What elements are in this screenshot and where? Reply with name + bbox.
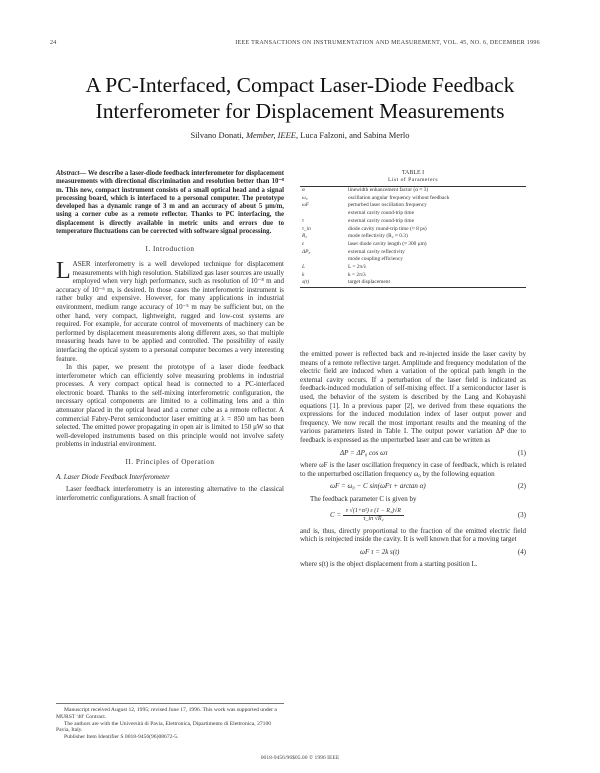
equation-1-body: ΔP = ΔP₀ cos ωτ [340,448,388,457]
intro-paragraph-1-text: ASER interferometry is a well developed technique for displacement measurements with high resolution. Stabilized gas laser sources are usually employed when very high performance, such as resolution of 10⁻⁸ m and accuracy of 10⁻⁶ m, is desired. In those cases the interferometric instrument is rather bulky and expensive. However, for many applications in industrial environment, medium range accuracy of 10⁻⁵ m may be sufficient but, on the other hand, very compact, lightweight, rugged and low-cost systems are required. For example, for accurate control of movements of machinery can be performed by displacement measurements along different axes, so that multiple measuring heads have to be applied and controlled. The possibility of easily interfacing the optical system to a personal computer becomes a very interesting feature. [56,259,284,363]
table-row [300,202,526,210]
author-membership: Member, IEEE, [245,130,299,140]
table-row [300,249,526,257]
table-row [300,272,526,280]
copyright-line: 0018-9456/96$05.00 © 1996 IEEE [260,755,340,761]
right-column [300,350,526,569]
parameter-symbol: α [302,187,305,193]
table-row [300,256,526,264]
parameter-description: mode coupling efficiency [348,256,403,263]
equation-2-number: (2) [517,482,526,491]
right-paragraph-2: where ωF is the laser oscillation frequency in case of feedback, which is related to the unperturbed oscillation frequency ω₀ by the following equation [300,461,526,478]
parameter-symbol: τ [302,217,304,224]
table-body [300,187,526,287]
parameter-description: L = 2π/λ [348,264,367,271]
parameter-symbol: ΔP₀ [302,248,311,255]
table-row [300,241,526,249]
equation-1-number: (1) [517,448,526,457]
section-heading-introduction: I. Introduction [145,245,195,254]
footnote [56,703,284,741]
parameter-description: target displacement [348,279,390,286]
parameter-symbol: ω₀ [302,194,308,201]
parameters-table [300,170,526,288]
parameter-symbol: τ_in [302,225,311,232]
footnote-line: Manuscript received August 12, 1995; revised June 17, 1996. This work was supported under a MURST '40' Contract. [56,707,277,720]
abstract-label: Abstract— [56,170,87,177]
footnote-line: The authors are with the Università di Pavia, Elettronica, Dipartimento di Elettronica, 27100 Pavia, Italy. [56,720,272,734]
running-header [50,40,540,50]
drop-cap: L [56,257,71,284]
left-column [56,170,284,502]
journal-name: IEEE TRANSACTIONS ON INSTRUMENTATION AND MEASUREMENT, VOL. 45, NO. 6, DECEMBER 1996 [235,40,540,46]
parameter-symbol [300,210,346,218]
table-row [300,264,526,272]
right-paragraph-1: the emitted power is reflected back and re-injected inside the laser cavity by means of a remote reflective target. Amplitude and frequency modulation of the electric field are induced when a variation of the optical path length in the external cavity occurs. If a perturbation of the laser field is indicated as feedback-induced modulation of self-mixing effect. If a semiconductor laser is used, the behavior of the system is described by the Lang and Kobayashi equations [1]. In a previous paper [2], we derived from these equations the expressions for the induced modulation index of laser output power and frequency. We now recall the most important results and the meaning of the various parameters listed in Table I. The output power variation ΔP due to feedback is expressed as the unperturbed laser and can be written as [300,350,526,444]
equation-3-fraction [343,508,404,523]
table-title: TABLE I [401,170,425,176]
parameter-description: laser diode cavity length (≈ 300 μm) [348,240,427,247]
parameter-symbol [300,256,346,264]
parameter-symbol: s(t) [302,279,310,286]
parameter-symbol: L [302,264,305,271]
author-line [40,130,560,140]
equation-3-denominator: τ_in √R₂ [363,515,384,522]
parameter-symbol: k [302,271,305,278]
table-rule-bottom [300,287,526,288]
equation-3 [300,508,526,523]
subsection-heading: A. Laser Diode Feedback Interferometer [56,472,170,481]
abstract-text: We describe a laser-diode feedback interferometer for displacement measurements with directional discrimination and resolution better than 10⁻⁸ m. This new, compact instrument consists of a small optical head and a signal processing board, which is interfaced to a personal computer. The prototype developed has a dynamic range of 3 m and an accuracy of about 5 μm/m, using a corner cube as a remote reflector. Thanks to PC interfacing, the displacement is directly available in metric units and errors due to temperature fluctuations can be corrected with software signal processing. [56,170,284,236]
parameter-description: diode cavity round-trip time (≈ 8 ps) [348,225,427,232]
right-paragraph-5: where s(t) is the object displacement from a starting position L. [300,560,478,569]
parameter-symbol: R₂ [302,233,308,240]
parameter-description: oscillation angular frequency without feedback [348,194,450,201]
equation-4 [300,548,526,557]
equation-4-body: ωF τ = 2k s(t) [360,547,400,556]
table-row [300,233,526,241]
equation-3-numerator: τ √(1+α²) ε (1 − R₂)√R [343,508,404,516]
parameter-description: k = 2π/λ [348,271,366,278]
equation-4-number: (4) [517,547,526,556]
principles-paragraph-1: Laser feedback interferometry is an interesting alternative to the classical interferometric configurations. A small fraction of [56,485,284,502]
section-heading-principles: II. Principles of Operation [125,458,215,467]
author-first: Silvano Donati, [190,130,244,140]
table-row [300,187,526,195]
table-caption: List of Parameters [387,177,438,183]
paper-title: A PC-Interfaced, Compact Laser-Diode Feedback Interferometer for Displacement Measurements [85,73,515,123]
table-row [300,226,526,234]
parameter-description: external cavity round-trip time [348,217,415,224]
equation-2 [300,482,526,491]
intro-paragraph-1 [56,257,284,363]
parameter-description: mode reflectivity (R₂ ≈ 0.3) [348,233,408,240]
table-row [300,218,526,226]
equation-2-body: ωF = ω₀ − C sin(ωFτ + arctan α) [330,482,426,491]
equation-3-body [330,508,404,523]
equation-1 [300,449,526,458]
parameter-description: perturbed laser oscillation frequency [348,202,427,209]
parameter-description: external cavity reflectivity [348,248,405,255]
right-paragraph-3: The feedback parameter C is given by [310,494,417,503]
equation-3-lhs: C = [330,510,342,519]
parameter-description: external cavity round-trip time [348,210,415,217]
footnote-line: Publisher Item Identifier S 0018-9456(96)08672-5. [64,734,179,741]
intro-paragraph-2: In this paper, we present the prototype of a laser diode feedback interferometer which can efficiently solve measuring problems in industrial processes. A very compact optical head is connected to a PC-interfaced electronic board. Thanks to the self-mixing interferometric configuration, the necessary optical components are limited to a collimating lens and a thin attenuator placed in the optical head and a corner cube as a remote reflector. A commercial Fabry-Perot semiconductor laser emitting at λ = 850 nm has been selected. The emitted power propagating in open air is limited to 150 μW so that well-developed instruments based on this principle would not involve safety problems in industrial environment. [56,363,284,449]
author-rest: Luca Falzoni, and Sabina Merlo [300,130,410,140]
table-row [300,210,526,218]
parameter-symbol: ωF [302,202,310,209]
parameter-description: linewidth enhancement factor (α ≈ 3) [348,187,429,193]
equation-3-number: (3) [517,510,526,519]
page-number: 24 [50,40,57,46]
parameter-symbol: ε [302,240,305,247]
right-paragraph-4: and is, thus, directly proportional to the fraction of the emitted electric field which is reinjected inside the cavity. It is well known that for a moving target [300,526,526,544]
abstract [56,170,284,236]
table-row [300,279,526,287]
